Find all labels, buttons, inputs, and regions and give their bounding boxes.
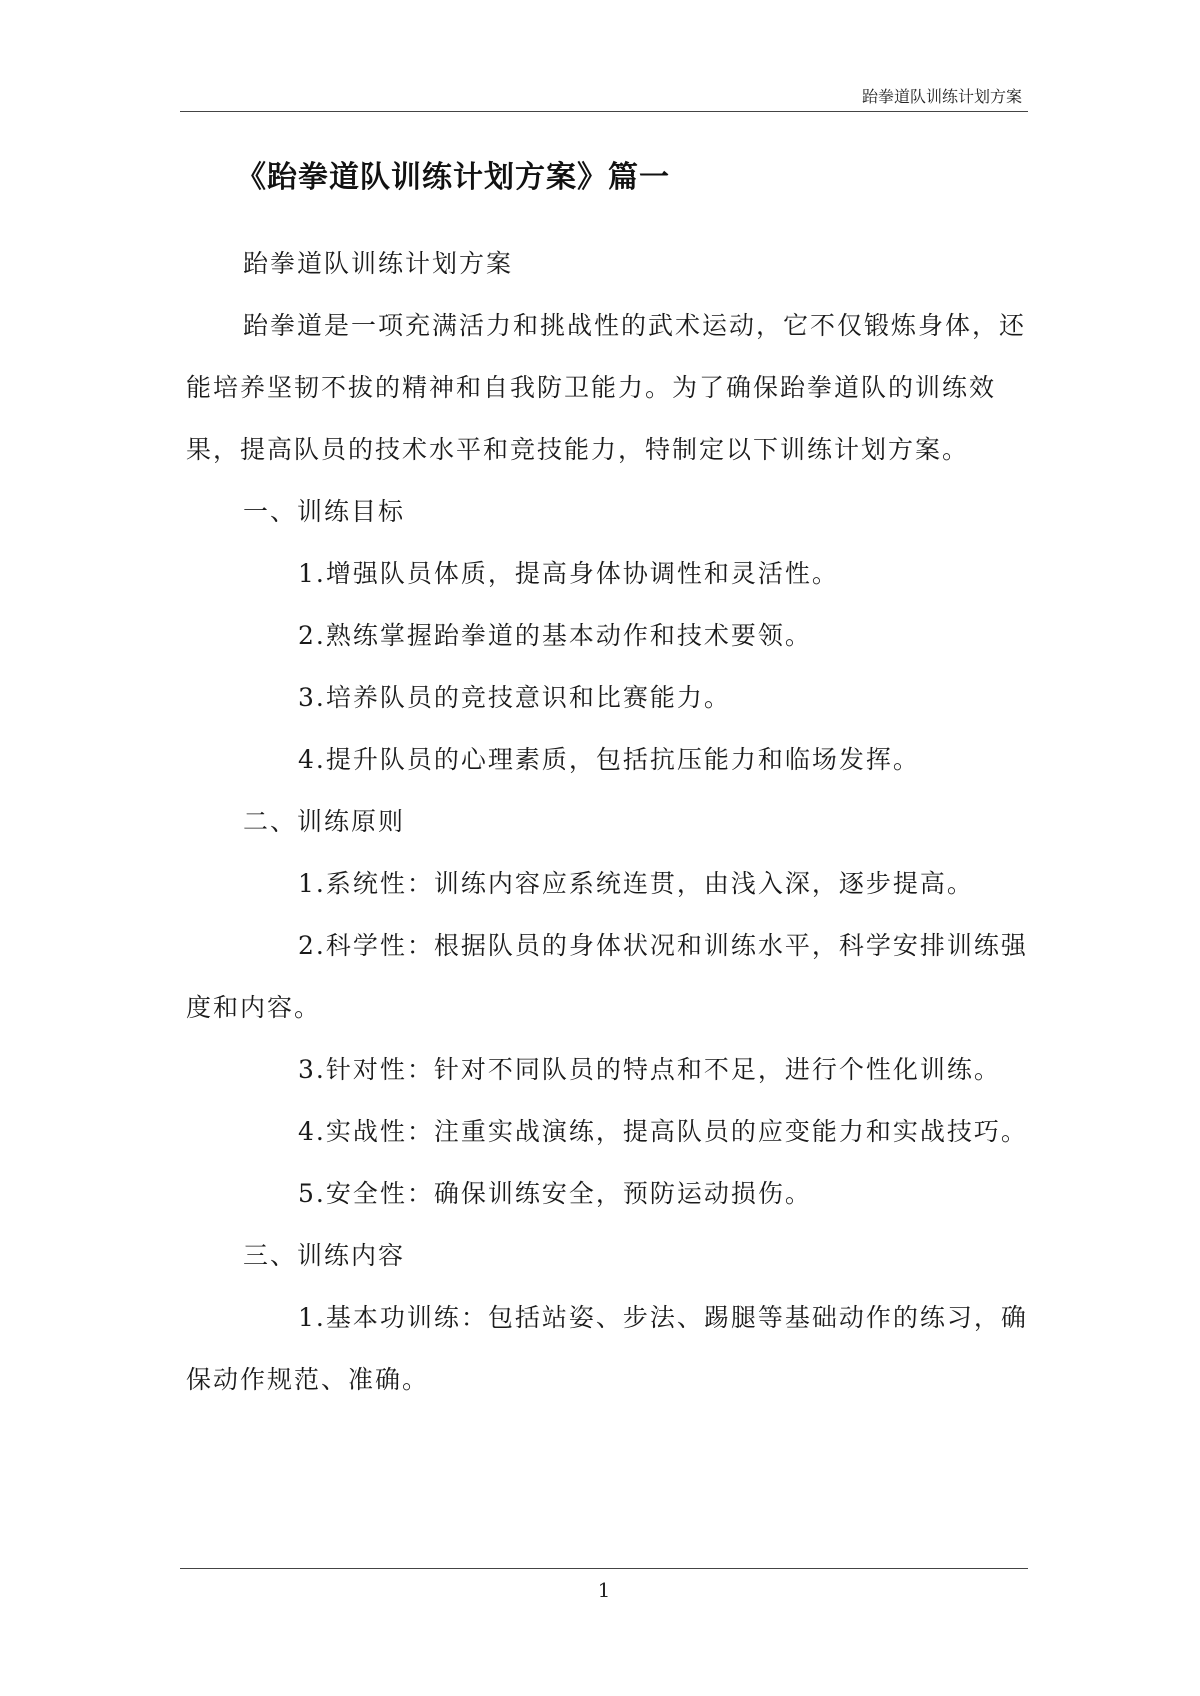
list-item: 1.基本功训练：包括站姿、步法、踢腿等基础动作的练习，确保动作规范、准确。 [186,1303,1028,1394]
list-item: 1.增强队员体质，提高身体协调性和灵活性。 [298,559,839,588]
footer-divider [180,1568,1028,1569]
list-item: 3.针对性：针对不同队员的特点和不足，进行个性化训练。 [298,1055,1001,1084]
page-number: 1 [597,1578,611,1602]
header-divider [180,111,1028,112]
list-item: 5.安全性：确保训练安全，预防运动损伤。 [298,1179,812,1208]
section-heading-principles: 二、训练原则 [243,807,406,836]
list-item: 4.提升队员的心理素质，包括抗压能力和临场发挥。 [298,745,920,774]
document-body [186,233,1034,1411]
document-subtitle: 跆拳道队训练计划方案 [243,249,514,278]
document-title: 《跆拳道队训练计划方案》篇一 [236,160,670,195]
list-item: 2.科学性：根据队员的身体状况和训练水平，科学安排训练强度和内容。 [186,931,1028,1022]
list-item: 4.实战性：注重实战演练，提高队员的应变能力和实战技巧。 [298,1117,1028,1146]
section-heading-content: 三、训练内容 [243,1241,406,1270]
list-item: 3.培养队员的竞技意识和比赛能力。 [298,683,731,712]
list-item: 1.系统性：训练内容应系统连贯，由浅入深，逐步提高。 [298,869,974,898]
list-item: 2.熟练掌握跆拳道的基本动作和技术要领。 [298,621,812,650]
section-heading-goals: 一、训练目标 [243,497,406,526]
running-header: 跆拳道队训练计划方案 [861,87,1022,106]
intro-paragraph: 跆拳道是一项充满活力和挑战性的武术运动，它不仅锻炼身体，还能培养坚韧不拔的精神和自我防卫能力。为了确保跆拳道队的训练效果，提高队员的技术水平和竞技能力，特制定以下训练计划方案。 [186,311,1027,464]
